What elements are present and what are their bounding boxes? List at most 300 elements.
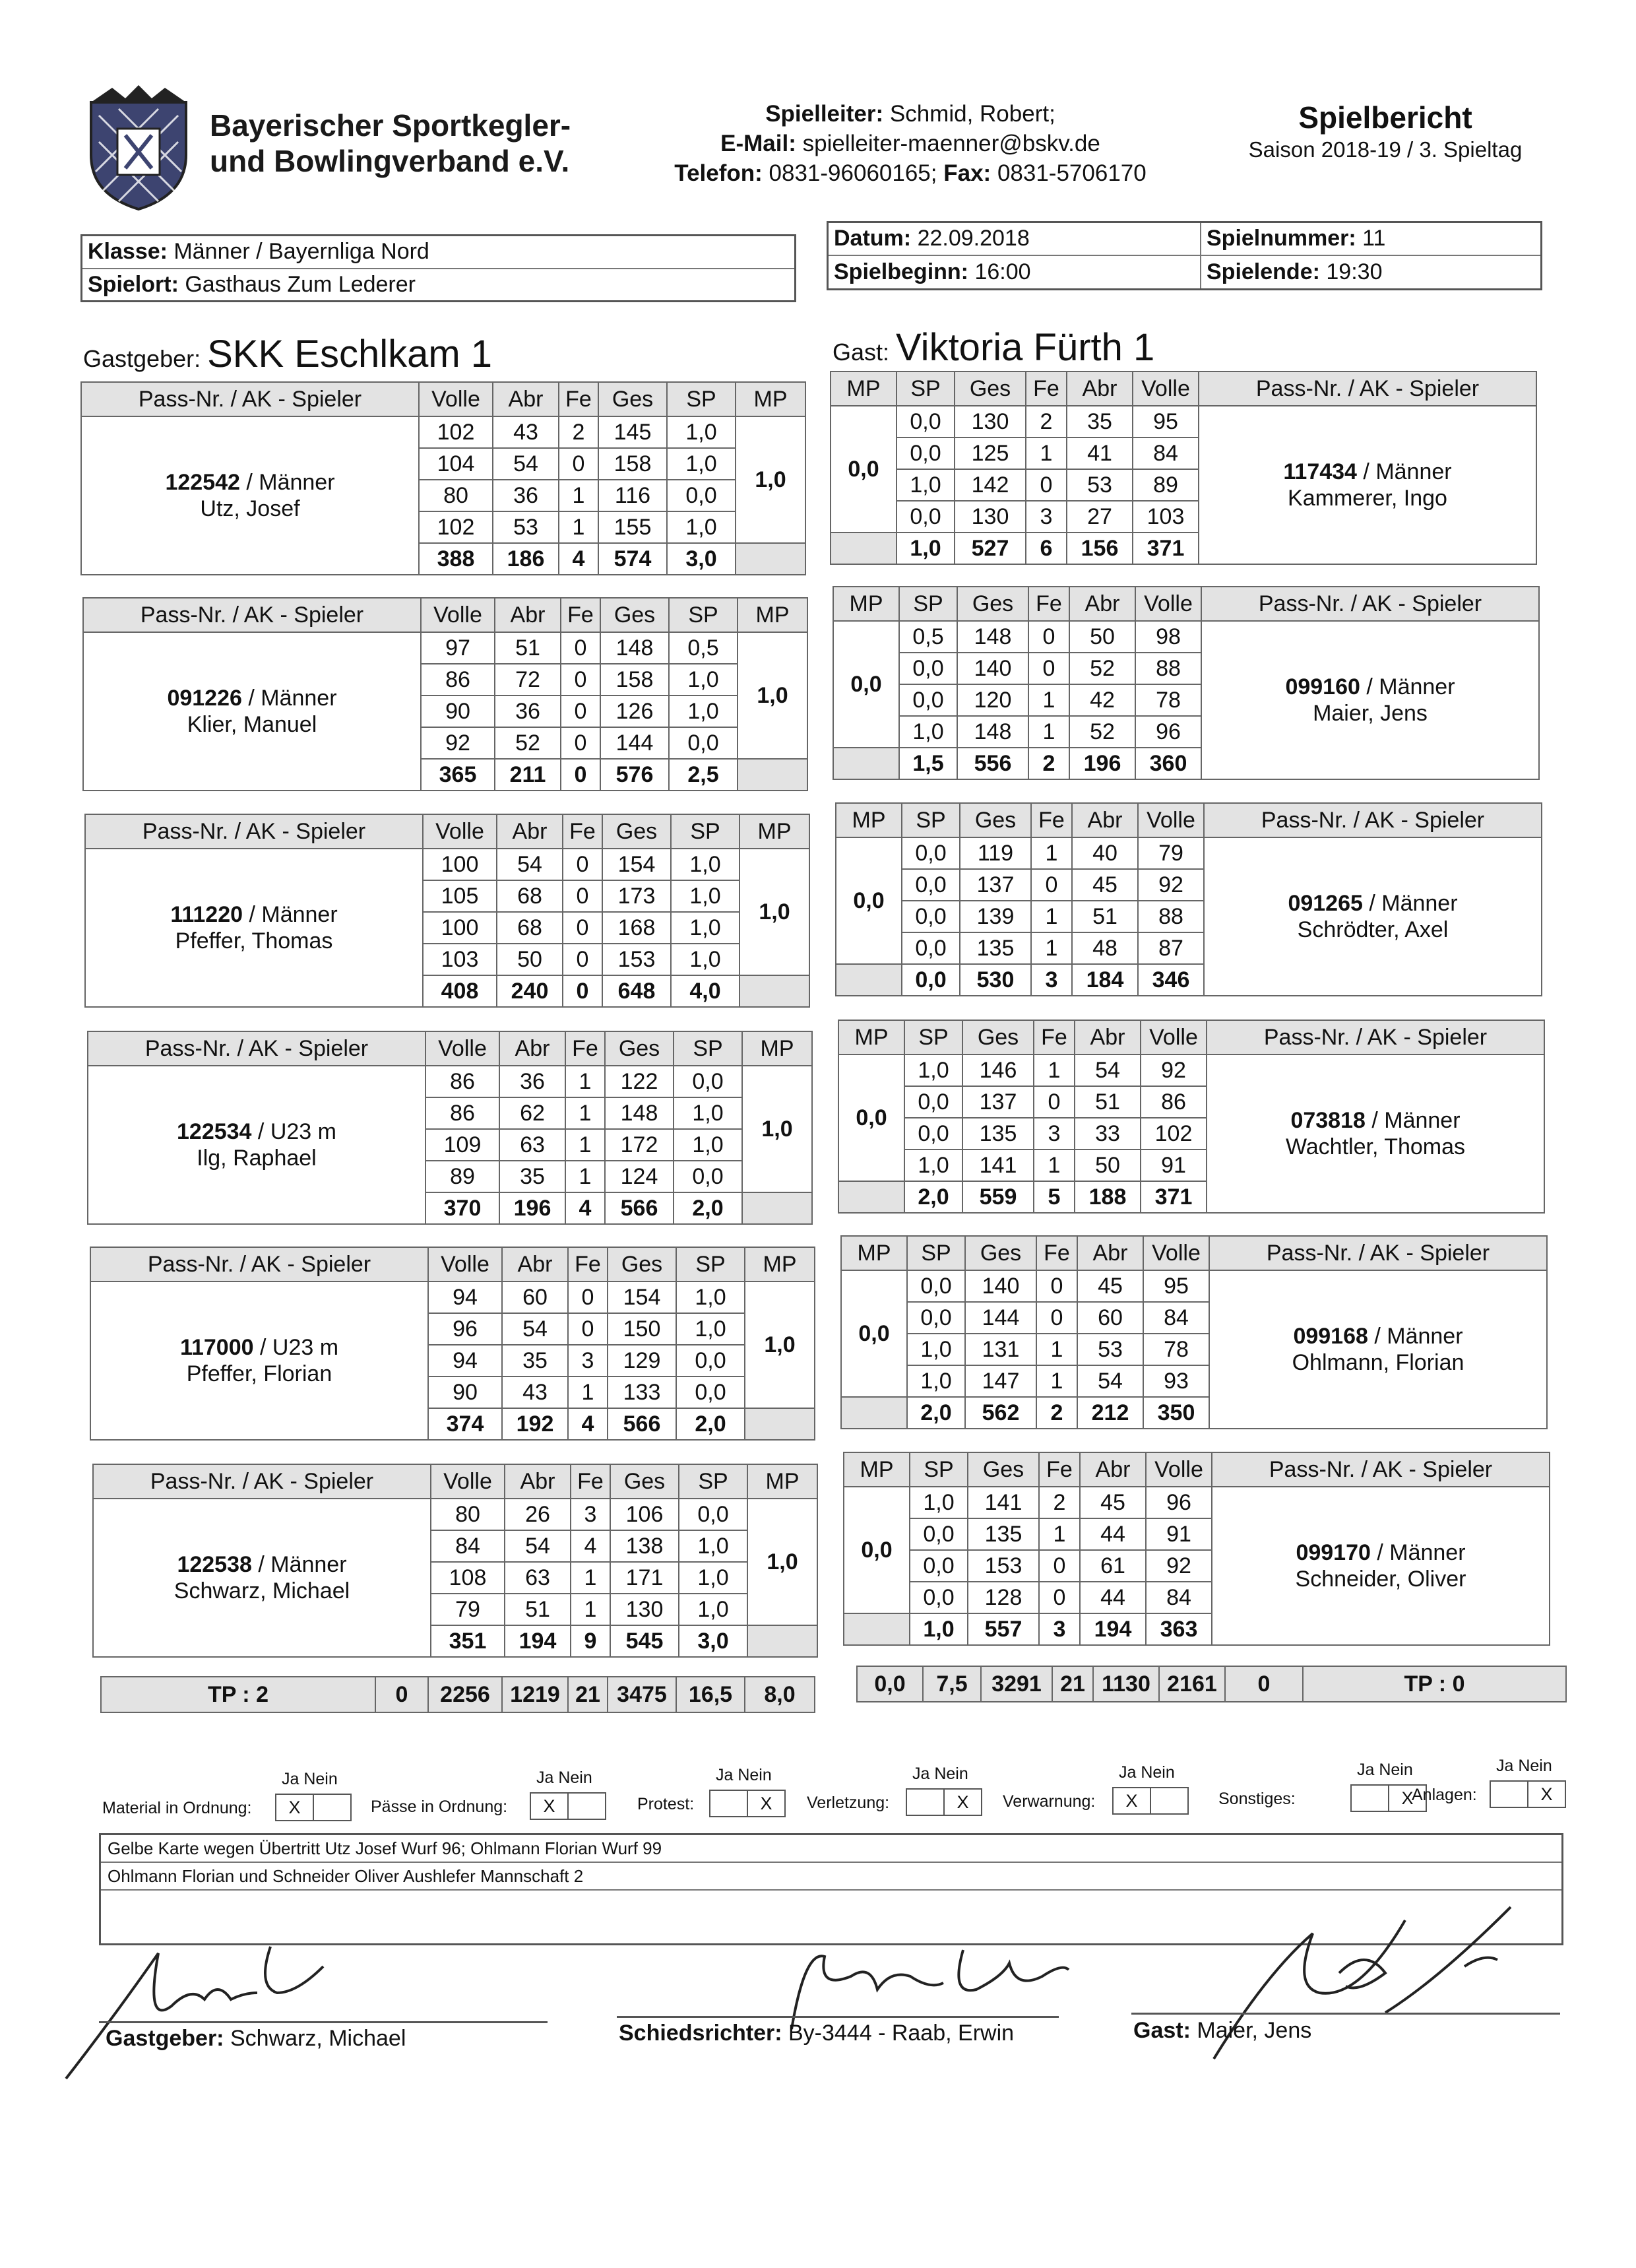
guest-sum-mp-empty xyxy=(841,1397,907,1429)
home-lane-3-volle: 94 xyxy=(428,1345,502,1377)
home-lane-1-abr: 51 xyxy=(495,632,561,664)
header-volle: Volle xyxy=(1146,1452,1212,1487)
guest-lane-3-fe: 1 xyxy=(1036,1334,1077,1365)
header-fe: Fe xyxy=(1028,587,1069,621)
guest-lane-3-abr: 53 xyxy=(1067,469,1133,501)
check-boxes-7 xyxy=(1490,1780,1566,1808)
home-lane-1-ges: 148 xyxy=(600,632,669,664)
home-lane-4-abr: 51 xyxy=(505,1594,571,1625)
header-mp: MP xyxy=(747,1464,817,1499)
beginn-value: 16:00 xyxy=(974,259,1031,284)
home-sum-sp: 2,5 xyxy=(669,759,738,791)
check-ja-box[interactable]: X xyxy=(1114,1788,1151,1813)
guest-lane-1-abr: 35 xyxy=(1067,406,1133,437)
home-lane-2-sp: 1,0 xyxy=(674,1097,742,1129)
guest-player-2-mp: 0,0 xyxy=(833,621,899,748)
guest-lane-4-ges: 141 xyxy=(962,1150,1034,1181)
check-ja-box[interactable] xyxy=(1491,1782,1528,1807)
header-sp: SP xyxy=(671,814,739,849)
home-sum-volle: 388 xyxy=(419,543,493,575)
guest-lane-3-volle: 102 xyxy=(1141,1118,1207,1150)
home-sum-abr: 194 xyxy=(505,1625,571,1657)
home-player-2-ak: / Männer xyxy=(241,686,337,711)
home-lane-4-abr: 52 xyxy=(495,727,561,759)
home-lane-2-sp: 1,0 xyxy=(676,1313,745,1345)
home-sum-fe: 4 xyxy=(568,1408,608,1440)
home-player-1-pass-nr: 122542 xyxy=(165,470,240,495)
home-lane-3-ges: 172 xyxy=(605,1129,674,1161)
header-player: Pass-Nr. / AK - Spieler xyxy=(83,598,421,632)
klasse-label: Klasse: xyxy=(88,239,168,265)
home-lane-3-sp: 1,0 xyxy=(671,912,739,944)
header-sp: SP xyxy=(899,587,957,621)
home-lane-1-volle: 94 xyxy=(428,1281,502,1313)
home-player-6-ak: / Männer xyxy=(251,1552,347,1577)
home-total-sp: 16,5 xyxy=(676,1677,745,1712)
guest-lane-1-ges: 130 xyxy=(955,406,1026,437)
header-player: Pass-Nr. / AK - Spieler xyxy=(85,814,423,849)
header-abr: Abr xyxy=(493,382,559,416)
check-ja-box[interactable]: X xyxy=(531,1794,569,1819)
home-lane-3-abr: 68 xyxy=(497,912,563,944)
check-nein-box[interactable]: X xyxy=(1540,1784,1553,1804)
home-lane-1-sp: 1,0 xyxy=(667,416,736,448)
header-fe: Fe xyxy=(1031,803,1072,837)
guest-player-1-mp: 0,0 xyxy=(831,406,897,533)
home-total-volle: 2256 xyxy=(428,1677,502,1712)
home-lane-2-volle: 96 xyxy=(428,1313,502,1345)
guest-lane-3-fe: 1 xyxy=(1028,684,1069,716)
ende-cell xyxy=(1201,256,1540,289)
guest-lane-4-ges: 147 xyxy=(965,1365,1036,1397)
spielort-value: Gasthaus Zum Lederer xyxy=(185,271,416,297)
guest-lane-2-volle: 84 xyxy=(1143,1302,1209,1334)
home-lane-3-abr: 36 xyxy=(493,480,559,511)
home-lane-2-fe: 0 xyxy=(563,880,602,912)
guest-lane-3-abr: 51 xyxy=(1072,901,1138,932)
guest-sum-volle: 346 xyxy=(1138,964,1204,996)
home-lane-2-ges: 158 xyxy=(600,664,669,696)
header-ges: Ges xyxy=(968,1452,1039,1487)
guest-lane-2-ges: 137 xyxy=(960,869,1031,901)
home-lane-4-ges: 144 xyxy=(600,727,669,759)
home-signature-scribble xyxy=(59,1927,429,2085)
guest-lane-3-volle: 92 xyxy=(1146,1550,1212,1582)
guest-sum-sp: 1,0 xyxy=(910,1613,968,1645)
home-sum-fe: 0 xyxy=(563,975,602,1007)
check-ja-box[interactable] xyxy=(710,1791,748,1816)
check-label-1: Material in Ordnung: xyxy=(102,1799,252,1817)
guest-player-block-2 xyxy=(833,586,1540,780)
guest-sum-fe: 3 xyxy=(1039,1613,1080,1645)
guest-lane-2-volle: 86 xyxy=(1141,1086,1207,1118)
home-sum-mp-empty xyxy=(736,543,805,575)
guest-player-6-ak: / Männer xyxy=(1370,1540,1466,1565)
home-lane-1-abr: 26 xyxy=(505,1499,571,1530)
header-abr: Abr xyxy=(1067,372,1133,406)
home-player-4-info xyxy=(88,1066,425,1224)
guest-player-6-name: Schneider, Oliver xyxy=(1295,1567,1466,1592)
home-lane-2-sp: 1,0 xyxy=(669,664,738,696)
home-lane-4-fe: 0 xyxy=(561,727,600,759)
header-mp: MP xyxy=(742,1031,812,1066)
guest-sum-volle: 360 xyxy=(1135,748,1201,779)
home-lane-3-ges: 116 xyxy=(598,480,667,511)
home-player-6-name: Schwarz, Michael xyxy=(173,1578,350,1604)
home-lane-3-ges: 168 xyxy=(602,912,671,944)
home-lane-1-sp: 1,0 xyxy=(671,849,739,880)
home-lane-3-fe: 3 xyxy=(568,1345,608,1377)
guest-sum-ges: 559 xyxy=(962,1181,1034,1213)
home-lane-3-volle: 108 xyxy=(431,1562,505,1594)
home-lane-3-ges: 171 xyxy=(610,1562,679,1594)
guest-lane-3-abr: 53 xyxy=(1077,1334,1143,1365)
guest-totals-row xyxy=(856,1666,1567,1702)
home-player-3-info xyxy=(85,849,423,1007)
guest-lane-4-abr: 50 xyxy=(1075,1150,1141,1181)
guest-sum-ges: 530 xyxy=(960,964,1031,996)
guest-sum-fe: 5 xyxy=(1034,1181,1075,1213)
home-lane-2-volle: 104 xyxy=(419,448,493,480)
home-lane-2-fe: 0 xyxy=(568,1313,608,1345)
home-lane-2-ges: 150 xyxy=(608,1313,676,1345)
guest-lane-3-abr: 33 xyxy=(1075,1118,1141,1150)
home-lane-2-fe: 0 xyxy=(559,448,598,480)
home-sum-abr: 192 xyxy=(502,1408,568,1440)
guest-total-volle: 2161 xyxy=(1159,1666,1225,1702)
guest-player-4-mp: 0,0 xyxy=(838,1054,904,1181)
guest-lane-1-fe: 2 xyxy=(1026,406,1067,437)
home-lane-2-ges: 158 xyxy=(598,448,667,480)
guest-sum-sp: 2,0 xyxy=(907,1397,965,1429)
check-label-5: Verwarnung: xyxy=(1003,1792,1096,1811)
check-ja-nein-header-6: Ja Nein xyxy=(1357,1761,1413,1779)
guest-player-4-pass-nr: 073818 xyxy=(1290,1108,1366,1133)
guest-lane-1-abr: 40 xyxy=(1072,837,1138,869)
guest-lane-1-sp: 0,0 xyxy=(907,1270,965,1302)
home-lane-3-volle: 90 xyxy=(421,696,495,727)
guest-lane-2-abr: 60 xyxy=(1077,1302,1143,1334)
guest-lane-1-abr: 45 xyxy=(1077,1270,1143,1302)
guest-player-6-info xyxy=(1212,1487,1550,1645)
header-fe: Fe xyxy=(1026,372,1067,406)
home-lane-2-abr: 72 xyxy=(495,664,561,696)
home-lane-4-sp: 0,0 xyxy=(669,727,738,759)
home-sum-sp: 2,0 xyxy=(674,1192,742,1224)
guest-lane-4-ges: 135 xyxy=(960,932,1031,964)
guest-lane-3-abr: 61 xyxy=(1080,1550,1146,1582)
home-lane-4-abr: 53 xyxy=(493,511,559,543)
guest-sum-ges: 557 xyxy=(968,1613,1039,1645)
header-mp: MP xyxy=(836,803,902,837)
home-lane-4-ges: 130 xyxy=(610,1594,679,1625)
guest-total-mp-other: 0 xyxy=(1225,1666,1303,1702)
guest-signature-line xyxy=(1131,2013,1560,2015)
home-lane-3-abr: 63 xyxy=(499,1129,565,1161)
guest-lane-2-fe: 0 xyxy=(1028,653,1069,684)
check-nein-box[interactable] xyxy=(314,1795,350,1820)
header-player: Pass-Nr. / AK - Spieler xyxy=(90,1247,428,1281)
header-abr: Abr xyxy=(1075,1020,1141,1054)
guest-lane-2-abr: 45 xyxy=(1072,869,1138,901)
guest-total-abr: 1130 xyxy=(1093,1666,1159,1702)
header-volle: Volle xyxy=(421,598,495,632)
home-lane-4-ges: 155 xyxy=(598,511,667,543)
guest-lane-3-volle: 78 xyxy=(1143,1334,1209,1365)
guest-player-4-info xyxy=(1207,1054,1544,1213)
home-lane-4-ges: 133 xyxy=(608,1377,676,1408)
report-header xyxy=(1214,99,1557,164)
home-lane-4-sp: 1,0 xyxy=(667,511,736,543)
header-ges: Ges xyxy=(960,803,1031,837)
home-sum-volle: 351 xyxy=(431,1625,505,1657)
home-total-mp-other: 0 xyxy=(375,1677,428,1712)
guest-lane-1-volle: 95 xyxy=(1133,406,1199,437)
check-ja-box[interactable] xyxy=(1352,1786,1389,1811)
guest-sum-sp: 0,0 xyxy=(902,964,960,996)
report-season: Saison 2018-19 / 3. Spieltag xyxy=(1248,137,1523,162)
guest-sum-volle: 350 xyxy=(1143,1397,1209,1429)
header-ges: Ges xyxy=(598,382,667,416)
home-lane-4-sp: 1,0 xyxy=(679,1594,747,1625)
home-player-5-info xyxy=(90,1281,428,1440)
guest-player-4-name: Wachtler, Thomas xyxy=(1285,1134,1466,1159)
home-player-1-name: Utz, Josef xyxy=(200,496,300,521)
home-lane-1-sp: 0,0 xyxy=(674,1066,742,1097)
guest-lane-4-volle: 103 xyxy=(1133,501,1199,533)
home-player-5-pass-nr: 117000 xyxy=(179,1335,254,1360)
ende-label: Spielende: xyxy=(1207,259,1320,284)
header-ges: Ges xyxy=(610,1464,679,1499)
guest-lane-3-ges: 142 xyxy=(955,469,1026,501)
guest-lane-1-ges: 140 xyxy=(965,1270,1036,1302)
guest-sum-volle: 363 xyxy=(1146,1613,1212,1645)
guest-sum-sp: 1,0 xyxy=(897,533,955,564)
telefon-value: 0831-96060165; xyxy=(769,160,937,186)
home-lane-3-ges: 126 xyxy=(600,696,669,727)
referee-signature-label: Schiedsrichter: xyxy=(619,2021,782,2046)
home-lane-4-fe: 1 xyxy=(559,511,598,543)
spielnummer-label: Spielnummer: xyxy=(1207,226,1356,251)
guest-player-block-5 xyxy=(840,1235,1548,1429)
home-player-block-4 xyxy=(87,1031,813,1225)
header-mp: MP xyxy=(831,372,897,406)
home-lane-2-abr: 68 xyxy=(497,880,563,912)
guest-lane-2-sp: 0,0 xyxy=(907,1302,965,1334)
header-mp: MP xyxy=(833,587,899,621)
guest-lane-4-abr: 52 xyxy=(1069,716,1135,748)
guest-lane-4-sp: 0,0 xyxy=(897,501,955,533)
header-volle: Volle xyxy=(423,814,497,849)
guest-player-6-mp: 0,0 xyxy=(844,1487,910,1613)
guest-player-6-pass-nr: 099170 xyxy=(1296,1540,1371,1565)
home-sum-mp-empty xyxy=(739,975,809,1007)
header-sp: SP xyxy=(907,1236,965,1270)
home-lane-4-volle: 79 xyxy=(431,1594,505,1625)
home-lane-2-volle: 84 xyxy=(431,1530,505,1562)
home-lane-2-sp: 1,0 xyxy=(667,448,736,480)
guest-player-2-pass-nr: 099160 xyxy=(1285,674,1360,699)
guest-sum-fe: 3 xyxy=(1031,964,1072,996)
header-player: Pass-Nr. / AK - Spieler xyxy=(1212,1452,1550,1487)
home-lane-1-volle: 100 xyxy=(423,849,497,880)
guest-lane-2-volle: 84 xyxy=(1133,437,1199,469)
check-nein-box[interactable]: X xyxy=(760,1794,772,1813)
guest-lane-2-fe: 1 xyxy=(1039,1518,1080,1550)
home-lane-2-volle: 86 xyxy=(425,1097,499,1129)
guest-lane-4-fe: 0 xyxy=(1039,1582,1080,1613)
guest-lane-3-volle: 78 xyxy=(1135,684,1201,716)
home-lane-1-abr: 43 xyxy=(493,416,559,448)
guest-lane-1-fe: 1 xyxy=(1031,837,1072,869)
spielnummer-value: 11 xyxy=(1362,226,1386,251)
league-contact xyxy=(646,99,1174,188)
check-boxes-2 xyxy=(530,1792,606,1820)
home-tp: TP : 2 xyxy=(101,1677,375,1712)
guest-lane-3-sp: 1,0 xyxy=(907,1334,965,1365)
home-lane-3-sp: 1,0 xyxy=(669,696,738,727)
home-sum-ges: 574 xyxy=(598,543,667,575)
guest-player-3-ak: / Männer xyxy=(1362,891,1458,916)
header-player: Pass-Nr. / AK - Spieler xyxy=(1201,587,1539,621)
check-label-7: Anlagen: xyxy=(1412,1786,1477,1804)
home-lane-4-sp: 1,0 xyxy=(671,944,739,975)
home-sum-ges: 648 xyxy=(602,975,671,1007)
header-volle: Volle xyxy=(428,1247,502,1281)
guest-lane-2-volle: 91 xyxy=(1146,1518,1212,1550)
home-player-6-mp: 1,0 xyxy=(747,1499,817,1625)
guest-lane-4-sp: 0,0 xyxy=(910,1582,968,1613)
home-lane-3-fe: 1 xyxy=(571,1562,610,1594)
guest-lane-1-sp: 1,0 xyxy=(910,1487,968,1518)
home-player-5-mp: 1,0 xyxy=(745,1281,815,1408)
spielleiter-name: Schmid, Robert; xyxy=(889,101,1055,127)
guest-sum-volle: 371 xyxy=(1141,1181,1207,1213)
home-lane-3-volle: 109 xyxy=(425,1129,499,1161)
guest-lane-2-ges: 140 xyxy=(957,653,1028,684)
guest-sum-fe: 6 xyxy=(1026,533,1067,564)
home-lane-4-volle: 89 xyxy=(425,1161,499,1192)
guest-player-block-3 xyxy=(835,802,1542,996)
guest-lane-2-fe: 1 xyxy=(1026,437,1067,469)
header-ges: Ges xyxy=(605,1031,674,1066)
check-ja-box[interactable]: X xyxy=(276,1795,314,1820)
home-lane-2-sp: 1,0 xyxy=(679,1530,747,1562)
home-player-4-mp: 1,0 xyxy=(742,1066,812,1192)
referee-signature-name: By-3444 - Raab, Erwin xyxy=(788,2021,1015,2046)
guest-sum-sp: 1,5 xyxy=(899,748,957,779)
check-ja-box[interactable] xyxy=(907,1790,945,1815)
check-nein-box[interactable]: X xyxy=(957,1792,969,1812)
header-fe: Fe xyxy=(563,814,602,849)
home-player-block-3 xyxy=(84,814,810,1008)
guest-sum-abr: 194 xyxy=(1080,1613,1146,1645)
guest-player-5-name: Ohlmann, Florian xyxy=(1292,1350,1464,1375)
email-value: spielleiter-maenner@bskv.de xyxy=(802,131,1100,156)
guest-player-2-name: Maier, Jens xyxy=(1313,701,1428,726)
guest-lane-2-ges: 144 xyxy=(965,1302,1036,1334)
guest-lane-4-sp: 1,0 xyxy=(899,716,957,748)
home-sum-volle: 370 xyxy=(425,1192,499,1224)
header-player: Pass-Nr. / AK - Spieler xyxy=(1204,803,1542,837)
guest-total-fe: 21 xyxy=(1052,1666,1093,1702)
guest-lane-2-abr: 44 xyxy=(1080,1518,1146,1550)
header-volle: Volle xyxy=(1135,587,1201,621)
home-sum-abr: 186 xyxy=(493,543,559,575)
guest-lane-1-abr: 45 xyxy=(1080,1487,1146,1518)
check-nein-box[interactable] xyxy=(569,1794,605,1819)
remark-line-2: Ohlmann Florian und Schneider Oliver Aushlefer Mannschaft 2 xyxy=(101,1863,1561,1891)
guest-lane-3-abr: 42 xyxy=(1069,684,1135,716)
guest-player-2-info xyxy=(1201,621,1539,779)
guest-lane-2-sp: 0,0 xyxy=(904,1086,962,1118)
guest-sum-abr: 212 xyxy=(1077,1397,1143,1429)
home-sum-sp: 3,0 xyxy=(679,1625,747,1657)
guest-lane-2-volle: 88 xyxy=(1135,653,1201,684)
home-sum-abr: 196 xyxy=(499,1192,565,1224)
telefon-label: Telefon: xyxy=(674,160,763,186)
home-sum-mp-empty xyxy=(745,1408,815,1440)
home-lane-1-fe: 3 xyxy=(571,1499,610,1530)
home-lane-4-ges: 153 xyxy=(602,944,671,975)
header-player: Pass-Nr. / AK - Spieler xyxy=(1207,1020,1544,1054)
home-player-block-2 xyxy=(82,597,808,791)
home-lane-4-volle: 103 xyxy=(423,944,497,975)
home-sum-ges: 566 xyxy=(608,1408,676,1440)
check-nein-box[interactable]: X xyxy=(1401,1788,1414,1808)
spielnummer-cell xyxy=(1201,223,1540,256)
check-label-2: Pässe in Ordnung: xyxy=(371,1798,508,1816)
header-ges: Ges xyxy=(965,1236,1036,1270)
home-sum-abr: 240 xyxy=(497,975,563,1007)
guest-sum-mp-empty xyxy=(831,533,897,564)
guest-lane-1-fe: 0 xyxy=(1028,621,1069,653)
home-player-3-ak: / Männer xyxy=(243,902,338,927)
guest-lane-2-sp: 0,0 xyxy=(902,869,960,901)
guest-lane-3-ges: 139 xyxy=(960,901,1031,932)
guest-player-3-info xyxy=(1204,837,1542,996)
guest-sum-abr: 184 xyxy=(1072,964,1138,996)
guest-lane-2-abr: 41 xyxy=(1067,437,1133,469)
guest-lane-3-fe: 1 xyxy=(1031,901,1072,932)
home-team xyxy=(83,332,492,376)
guest-lane-2-sp: 0,0 xyxy=(897,437,955,469)
home-lane-4-abr: 50 xyxy=(497,944,563,975)
bskv-logo xyxy=(86,82,191,211)
home-signature-line xyxy=(99,2021,548,2023)
header-fe: Fe xyxy=(561,598,600,632)
home-player-1-ak: / Männer xyxy=(239,470,335,495)
header-abr: Abr xyxy=(505,1464,571,1499)
guest-player-block-1 xyxy=(830,371,1537,565)
spielort-label: Spielort: xyxy=(88,271,179,297)
check-nein-box[interactable] xyxy=(1151,1788,1187,1813)
guest-lane-1-ges: 141 xyxy=(968,1487,1039,1518)
header-volle: Volle xyxy=(431,1464,505,1499)
home-lane-4-abr: 35 xyxy=(499,1161,565,1192)
check-ja-nein-header-1: Ja Nein xyxy=(282,1770,338,1788)
header-sp: SP xyxy=(902,803,960,837)
home-lane-2-fe: 4 xyxy=(571,1530,610,1562)
guest-sum-mp-empty xyxy=(844,1613,910,1645)
home-lane-4-sp: 0,0 xyxy=(676,1377,745,1408)
guest-player-1-info xyxy=(1199,406,1536,564)
header-player: Pass-Nr. / AK - Spieler xyxy=(1209,1236,1547,1270)
home-player-block-1 xyxy=(80,381,806,575)
guest-lane-1-ges: 148 xyxy=(957,621,1028,653)
guest-player-3-pass-nr: 091265 xyxy=(1288,891,1363,916)
home-sum-ges: 566 xyxy=(605,1192,674,1224)
